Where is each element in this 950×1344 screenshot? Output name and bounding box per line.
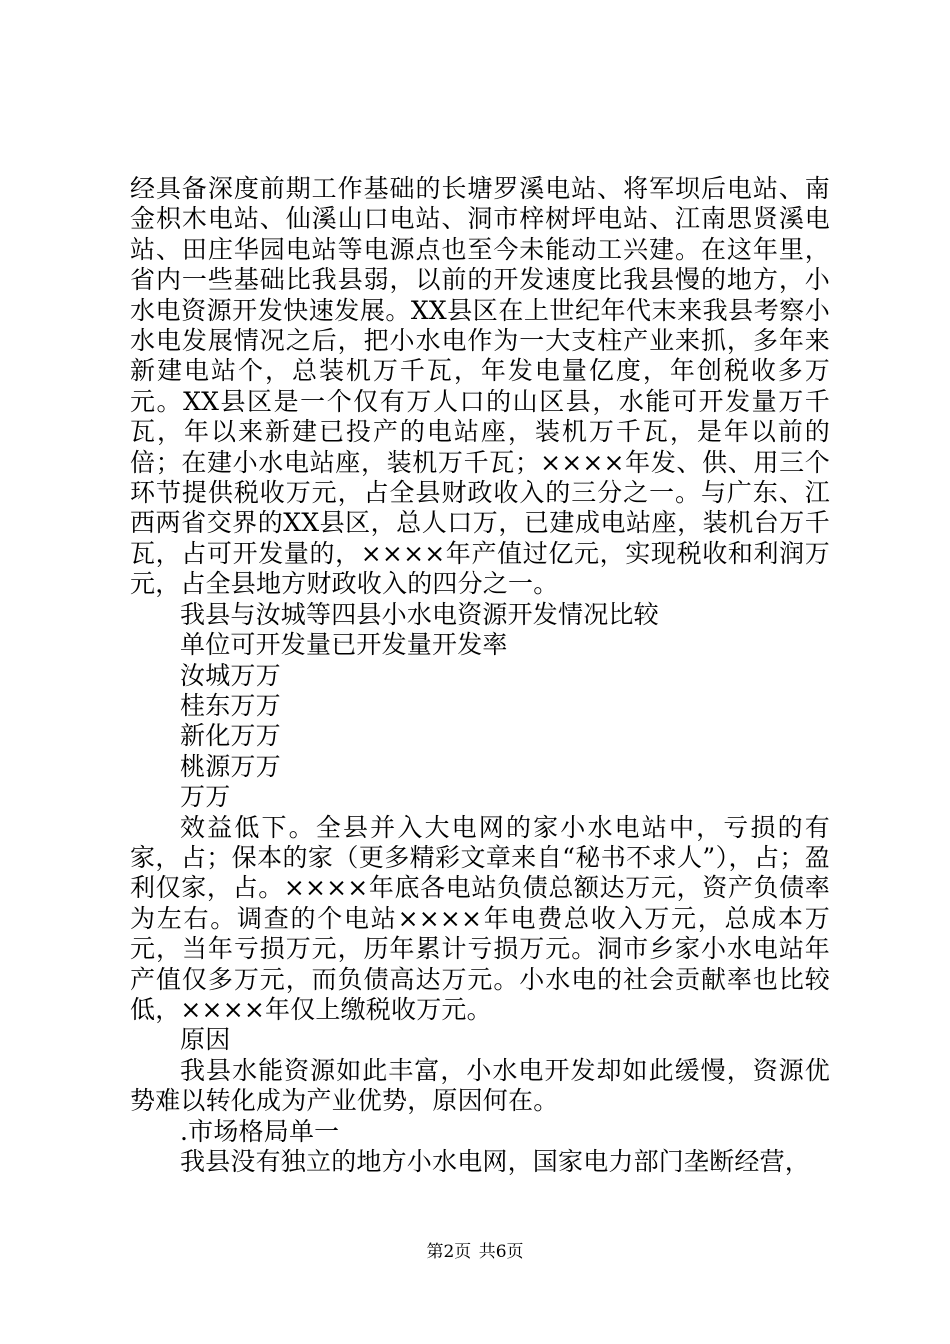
heading-market-structure: .市场格局单一 [180,1116,340,1146]
page-total: 共6页 [478,1242,524,1262]
paragraph-market-monopoly: 我县没有独立的地方小水电网，国家电力部门垄断经营， [180,1147,811,1176]
table-title: 我县与汝城等四县小水电资源开发情况比较 [180,599,659,629]
table-row-rucheng: 汝城万万 [180,660,281,690]
table-header: 单位可开发量已开发量开发率 [180,630,508,660]
paragraph-low-efficiency: 效益低下。全县并入大电网的家小水电站中，亏损的有家，占；保本的家（更多精彩文章来自“秘书不求人”），占；盈利仅家，占。××××年底各电站负债总额达万元，资产负债率为左右。调查的个电站××××年电费总收入万元，总成本万元，当年亏损万元，历年累计亏损万元。洞市乡家小水电站年产值仅多万元，而负债高达万元。小水电的社会贡献率也比较低，××××年仅上缴税收万元。 [130,812,830,1024]
paragraph-reason-question: 我县水能资源如此丰富，小水电开发却如此缓慢，资源优势难以转化成为产业优势，原因何在。 [130,1055,830,1116]
table-row-xinhua: 新化万万 [180,721,281,751]
heading-reason: 原因 [180,1025,231,1055]
page-footer [0,1241,950,1263]
page-number: 第2页 [426,1242,472,1262]
table-row-taoyuan: 桃源万万 [180,751,281,781]
document-body [130,174,830,1177]
table-row-total: 万万 [180,782,231,812]
paragraph-hydropower-comparison: 经具备深度前期工作基础的长塘罗溪电站、将军坝后电站、南金枳木电站、仙溪山口电站、洞市梓树坪电站、江南思贤溪电站、田庄华园电站等电源点也至今未能动工兴建。在这年里，省内一些基础比我县弱，以前的开发速度比我县慢的地方，小水电资源开发快速发展。XX县区在上世纪年代末来我县考察小水电发展情况之后，把小水电作为一大支柱产业来抓，多年来新建电站个，总装机万千瓦，年发电量亿度，年创税收多万元。XX县区是一个仅有万人口的山区县，水能可开发量万千瓦，年以来新建已投产的电站座，装机万千瓦，是年以前的倍；在建小水电站座，装机万千瓦；××××年发、供、用三个环节提供税收万元，占全县财政收入的三分之一。与广东、江西两省交界的XX县区，总人口万，已建成电站座，装机台万千瓦，占可开发量的，××××年产值过亿元，实现税收和利润万元，占全县地方财政收入的四分之一。 [130,174,830,599]
table-row-guidong: 桂东万万 [180,690,281,720]
